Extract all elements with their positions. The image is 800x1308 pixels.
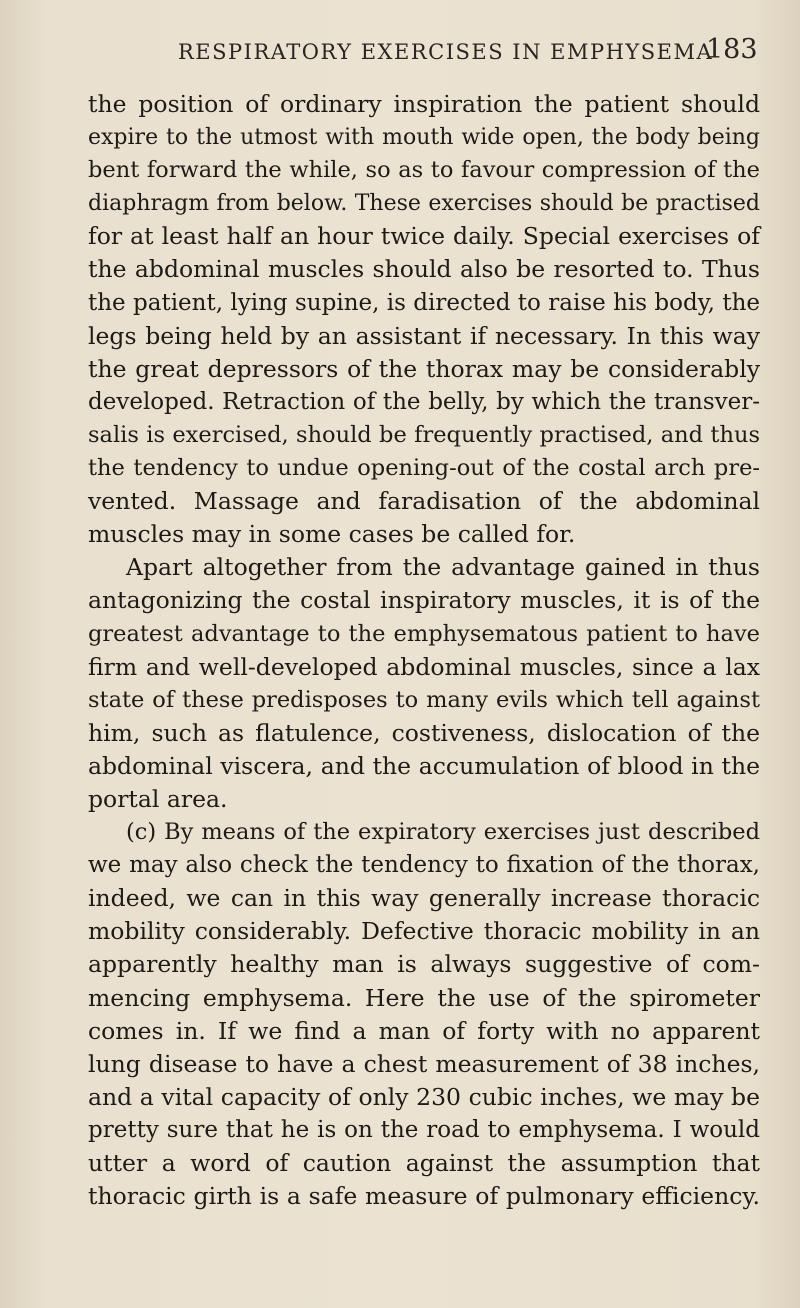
text-line: the tendency to undue opening-out of the costal arch pre- [88, 455, 760, 482]
text-line: salis is exercised, should be frequently practised, and thus [88, 421, 760, 448]
running-head [0, 36, 800, 76]
running-title: RESPIRATORY EXERCISES IN EMPHYSEMA [178, 40, 714, 64]
text-line: thoracic girth is a safe measure of pulmonary efficiency. [88, 1182, 760, 1211]
text-line: greatest advantage to the emphysematous patient to have [88, 620, 760, 647]
text-line: legs being held by an assistant if necessary. In this way [88, 321, 760, 350]
text-line: mobility considerably. Defective thoracic mobility in an [88, 917, 760, 946]
text-line: the position of ordinary inspiration the patient should [88, 90, 760, 118]
text-line: vented. Massage and faradisation of the abdominal [88, 487, 760, 516]
text-line: utter a word of caution against the assumption that [88, 1149, 760, 1177]
text-line: we may also check the tendency to fixation of the thorax, [88, 852, 760, 879]
text-line: developed. Retraction of the belly, by which the transver- [88, 388, 760, 415]
text-line: pretty sure that he is on the road to emphysema. I would [88, 1116, 760, 1143]
text-line: the abdominal muscles should also be resorted to. Thus [88, 255, 760, 284]
text-line: apparently healthy man is always suggestive of com- [88, 950, 760, 979]
body-text [88, 88, 760, 1213]
text-line: muscles may in some cases be called for. [88, 520, 576, 549]
text-line: (c) By means of the expiratory exercises just described [126, 819, 760, 846]
text-line: indeed, we can in this way generally increase thoracic [88, 884, 760, 913]
text-line: firm and well-developed abdominal muscles, since a lax [88, 652, 760, 681]
text-line: mencing emphysema. Here the use of the spirometer [88, 983, 760, 1012]
text-line: bent forward the while, so as to favour compression of the [88, 157, 760, 184]
text-line: and a vital capacity of only 230 cubic inches, we may be [88, 1082, 760, 1111]
text-line: the great depressors of the thorax may be considerably [88, 354, 760, 383]
text-line: the patient, lying supine, is directed to raise his body, the [88, 289, 760, 316]
text-line: Apart altogether from the advantage gained in thus [126, 553, 760, 582]
text-line: antagonizing the costal inspiratory muscles, it is of the [88, 586, 760, 615]
text-line: diaphragm from below. These exercises should be practised [88, 191, 760, 217]
text-line: for at least half an hour twice daily. Special exercises of [88, 222, 760, 251]
text-line: abdominal viscera, and the accumulation of blood in the [88, 751, 760, 780]
text-line: expire to the utmost with mouth wide open, the body being [88, 125, 760, 151]
text-line: state of these predisposes to many evils which tell against [88, 686, 760, 713]
text-line: comes in. If we find a man of forty with no apparent [88, 1016, 760, 1045]
text-line: him, such as flatulence, costiveness, dislocation of the [88, 718, 760, 747]
text-line: lung disease to have a chest measurement of 38 inches, [88, 1049, 760, 1078]
text-line: portal area. [88, 784, 228, 813]
page-number: 183 [706, 34, 758, 65]
